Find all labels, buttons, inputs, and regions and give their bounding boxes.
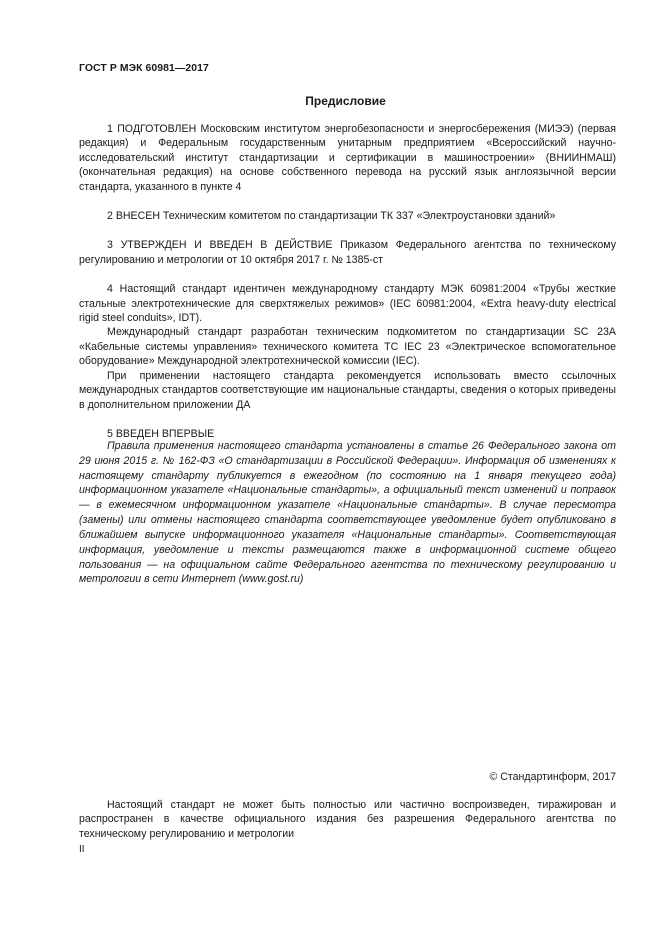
paragraph-identical-standard: 4 Настоящий стандарт идентичен международному стандарту МЭК 60981:2004 «Трубы жесткие стальные электротехнические для сверхтяжелых режимов» (IEC 60981:2004, «Extra heavy-duty electrical rigid steel conduits», IDT).: [79, 283, 616, 325]
paragraph-approved: 3 УТВЕРЖДЕН И ВВЕДЕН В ДЕЙСТВИЕ Приказом Федерального агентства по техническому регулированию и метрологии от 10 октября 2017 г. № 1385-ст: [79, 239, 616, 266]
standard-code-header: ГОСТ Р МЭК 60981—2017: [79, 63, 209, 74]
copyright-line: © Стандартинформ, 2017: [489, 771, 616, 783]
paragraph-developed-by: Международный стандарт разработан техническим подкомитетом по стандартизации SC 23A «Кабельные системы управления» технического комитета ТС IEC 23 «Электрическое вспомогательное оборудование» Международной электротехнической комиссии (IEC).: [79, 326, 616, 368]
reproduction-notice: Настоящий стандарт не может быть полностью или частично воспроизведен, тиражирован и распространен в качестве официального издания без разрешения Федерального агентства по техническому регулированию и метрологии: [79, 799, 616, 840]
paragraph-prepared-by: 1 ПОДГОТОВЛЕН Московским институтом энергобезопасности и энергосбережения (МИЭЭ) (первая редакция) и Федеральным государственным унитарным предприятием «Всероссийский научно-исследовательский институт стандартизации и сертификации в машиностроении» (ВНИИНМАШ) (окончательная редакция) на основе собственного перевода на русский язык англоязычной версии стандарта, указанного в пункте 4: [79, 123, 616, 193]
page-number: II: [79, 844, 85, 855]
foreword-body: [79, 122, 616, 441]
usage-rules-notice: Правила применения настоящего стандарта установлены в статье 26 Федерального закона от 29 июня 2015 г. № 162-ФЗ «О стандартизации в Российской Федерации». Информация об изменениях к настоящему стандарту публикуется в ежегодном (по состоянию на 1 января текущего года) информационном указателе «Национальные стандарты», а официальный текст изменений и поправок — в ежемесячном информационном указателе «Национальные стандарты». В случае пересмотра (замены) или отмены настоящего стандарта соответствующее уведомление будет опубликовано в ближайшем выпуске информационного указателя «Национальные стандарты». Соответствующая информация, уведомление и тексты размещаются также в информационной системе общего пользования — на официальном сайте Федерального агентства по техническому регулированию и метрологии в сети Интернет (www.gost.ru): [79, 440, 616, 586]
paragraph-application-note: При применении настоящего стандарта рекомендуется использовать вместо ссылочных международных стандартов соответствующие им национальные стандарты, сведения о которых приведены в дополнительном приложении ДА: [79, 369, 616, 411]
paragraph-first-introduced: 5 ВВЕДЕН ВПЕРВЫЕ: [107, 427, 215, 440]
paragraph-introduced-by: 2 ВНЕСЕН Техническим комитетом по стандартизации ТК 337 «Электроустановки зданий»: [107, 210, 556, 223]
page-title: Предисловие: [305, 94, 386, 108]
